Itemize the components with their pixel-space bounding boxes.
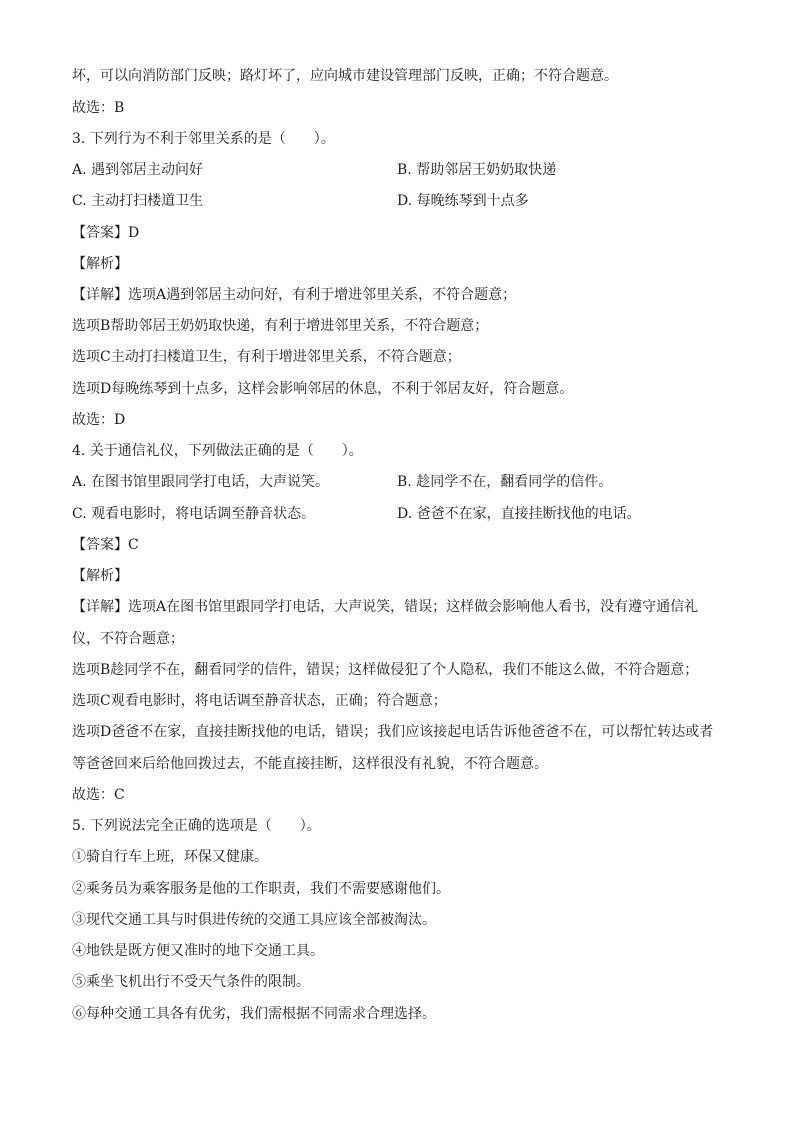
q3-option-b: B. 帮助邻居王奶奶取快递	[397, 162, 557, 178]
q4-option-c: C. 观看电影时，将电话调至静音状态。	[72, 506, 316, 522]
q4-selection: 故选：C	[72, 787, 125, 803]
q3-option-a: A. 遇到邻居主动问好	[72, 162, 204, 178]
answer-selection: 故选：B	[72, 100, 125, 116]
q3-detail-line: 【详解】选项A遇到邻居主动问好，有利于增进邻里关系，不符合题意；	[72, 287, 517, 303]
q3-analysis-heading: 【解析】	[72, 256, 128, 272]
q4-detail-line: 选项D爸爸不在家，直接挂断找他的电话，错误；我们应该接起电话告诉他爸爸不在，可以帮忙转达或者	[72, 724, 714, 740]
q5-statement: ①骑自行车上班，环保又健康。	[72, 849, 268, 865]
q3-selection: 故选：D	[72, 412, 126, 428]
q4-detail-line: 【详解】选项A在图书馆里跟同学打电话，大声说笑，错误；这样做会影响他人看书，没有遵守通信礼	[72, 599, 699, 615]
question-5: 5. 下列说法完全正确的选项是（ ）。	[72, 818, 321, 834]
text-line: 坏，可以向消防部门反映；路灯坏了，应向城市建设管理部门反映，正确；不符合题意。	[72, 68, 618, 84]
q4-option-a: A. 在图书馆里跟同学打电话，大声说笑。	[72, 474, 330, 490]
q3-option-d: D. 每晚练琴到十点多	[397, 193, 529, 209]
q3-option-c: C. 主动打扫楼道卫生	[72, 193, 204, 209]
q3-detail-line: 选项C主动打扫楼道卫生，有利于增进邻里关系，不符合题意；	[72, 349, 461, 365]
q4-detail-line: 选项B趁同学不在，翻看同学的信件，错误；这样做侵犯了个人隐私，我们不能这么做，不符合题意；	[72, 662, 699, 678]
q5-statement: ③现代交通工具与时俱进传统的交通工具应该全部被淘汰。	[72, 912, 436, 928]
q4-option-d: D. 爸爸不在家，直接挂断找他的电话。	[397, 506, 641, 522]
q5-statement: ④地铁是既方便又准时的地下交通工具。	[72, 943, 324, 959]
q3-detail-line: 选项D每晚练琴到十点多，这样会影响邻居的休息，不利于邻居友好，符合题意。	[72, 381, 574, 397]
q4-answer: 【答案】C	[72, 537, 139, 553]
q5-statement: ⑥每种交通工具各有优劣，我们需根据不同需求合理选择。	[72, 1006, 436, 1022]
q3-answer: 【答案】D	[72, 225, 140, 241]
question-4: 4. 关于通信礼仪，下列做法正确的是（ ）。	[72, 443, 363, 459]
q4-analysis-heading: 【解析】	[72, 568, 128, 584]
q4-detail-line: 仪，不符合题意；	[72, 631, 184, 647]
q5-statement: ②乘务员为乘客服务是他的工作职责，我们不需要感谢他们。	[72, 881, 450, 897]
q4-option-b: B. 趁同学不在，翻看同学的信件。	[397, 474, 613, 490]
q5-statement: ⑤乘坐飞机出行不受天气条件的限制。	[72, 974, 310, 990]
q3-detail-line: 选项B帮助邻居王奶奶取快递，有利于增进邻里关系，不符合题意；	[72, 318, 489, 334]
q4-detail-line: 选项C观看电影时，将电话调至静音状态，正确；符合题意；	[72, 693, 447, 709]
q4-detail-line: 等爸爸回来后给他回拨过去，不能直接挂断，这样很没有礼貌，不符合题意。	[72, 756, 548, 772]
question-3: 3. 下列行为不利于邻里关系的是（ ）。	[72, 131, 335, 147]
